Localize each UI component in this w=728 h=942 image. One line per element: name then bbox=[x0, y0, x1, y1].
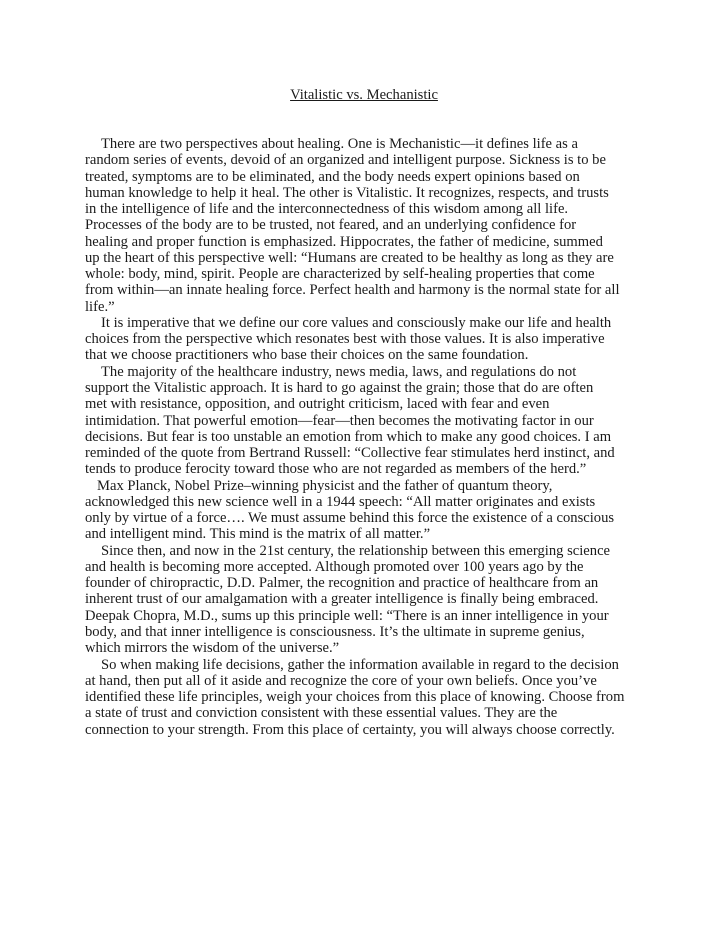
text-line: from within—an innate healing force. Perfect health and harmony is the normal state for all bbox=[85, 282, 620, 299]
text-line: life.” bbox=[85, 298, 115, 315]
text-line: and health is becoming more accepted. Although promoted over 100 years ago by the bbox=[85, 558, 584, 575]
text-line: that we choose practitioners who base their choices on the same foundation. bbox=[85, 347, 529, 364]
text-line: human knowledge to help it heal. The other is Vitalistic. It recognizes, respects, and trusts bbox=[85, 184, 609, 201]
text-line: support the Vitalistic approach. It is hard to go against the grain; those that do are often bbox=[85, 379, 594, 396]
text-line: which mirrors the wisdom of the universe.” bbox=[85, 640, 340, 657]
text-line: and intelligent mind. This mind is the matrix of all matter.” bbox=[85, 526, 431, 543]
paragraph bbox=[85, 315, 685, 364]
text-line: Processes of the body are to be trusted, not feared, and an underlying confidence for bbox=[85, 217, 577, 234]
text-line: whole: body, mind, spirit. People are characterized by self-healing properties that come bbox=[85, 266, 595, 283]
paragraph bbox=[85, 543, 685, 657]
text-line: There are two perspectives about healing. One is Mechanistic—it defines life as a bbox=[101, 136, 578, 152]
text-line: decisions. But fear is too unstable an emotion from which to make any good choices. I am bbox=[85, 428, 612, 445]
text-line: choices from the perspective which resonates best with those values. It is also imperative bbox=[85, 331, 605, 348]
text-line: founder of chiropractic, D.D. Palmer, the recognition and practice of healthcare from an bbox=[85, 575, 599, 592]
text-line: random series of events, devoid of an organized and intelligent purpose. Sickness is to be bbox=[85, 152, 606, 169]
text-line: a state of trust and conviction consistent with these essential values. They are the bbox=[85, 705, 558, 722]
text-line: treated, symptoms are to be eliminated, and the body needs expert opinions based on bbox=[85, 168, 580, 185]
text-line: in the intelligence of life and the interconnectedness of this wisdom among all life. bbox=[85, 201, 569, 218]
text-line: The majority of the healthcare industry, news media, laws, and regulations do not bbox=[101, 363, 577, 380]
text-line: healing and proper function is emphasized. Hippocrates, the father of medicine, summed bbox=[85, 233, 603, 250]
text-line: Deepak Chopra, M.D., sums up this principle well: “There is an inner intelligence in your bbox=[85, 607, 609, 624]
paragraph bbox=[85, 657, 685, 738]
document-body bbox=[85, 136, 685, 738]
text-line: identified these life principles, weigh your choices from this place of knowing. Choose from bbox=[85, 689, 625, 706]
text-line: tends to produce ferocity toward those who are not regarded as members of the herd.” bbox=[85, 461, 587, 478]
text-line: met with resistance, opposition, and outright criticism, laced with fear and even bbox=[85, 396, 550, 413]
text-line: It is imperative that we define our core values and consciously make our life and health bbox=[101, 314, 612, 331]
text-line: body, and that inner intelligence is consciousness. It’s the ultimate in supreme genius, bbox=[85, 623, 585, 640]
text-line: up the heart of this perspective well: “Humans are created to be healthy as long as they are bbox=[85, 249, 614, 266]
text-line: at hand, then put all of it aside and recognize the core of your own beliefs. Once you’ve bbox=[85, 672, 597, 689]
paragraph bbox=[85, 364, 685, 478]
text-line: So when making life decisions, gather the information available in regard to the decision bbox=[101, 656, 619, 673]
text-line: connection to your strength. From this place of certainty, you will always choose correctly. bbox=[85, 721, 615, 738]
text-line: inherent trust of our amalgamation with a greater intelligence is finally being embraced. bbox=[85, 591, 599, 608]
text-line: acknowledged this new science well in a 1944 speech: “All matter originates and exists bbox=[85, 493, 596, 510]
text-line: only by virtue of a force…. We must assume behind this force the existence of a conscious bbox=[85, 510, 615, 527]
document-title: Vitalistic vs. Mechanistic bbox=[290, 87, 438, 103]
paragraph bbox=[85, 478, 685, 543]
text-line: Max Planck, Nobel Prize–winning physicist and the father of quantum theory, bbox=[97, 477, 553, 494]
text-line: intimidation. That powerful emotion—fear—then becomes the motivating factor in our bbox=[85, 412, 594, 429]
text-line: reminded of the quote from Bertrand Russell: “Collective fear stimulates herd instinct, and bbox=[85, 445, 615, 462]
paragraph bbox=[85, 136, 685, 315]
text-line: Since then, and now in the 21st century, the relationship between this emerging science bbox=[101, 542, 611, 559]
